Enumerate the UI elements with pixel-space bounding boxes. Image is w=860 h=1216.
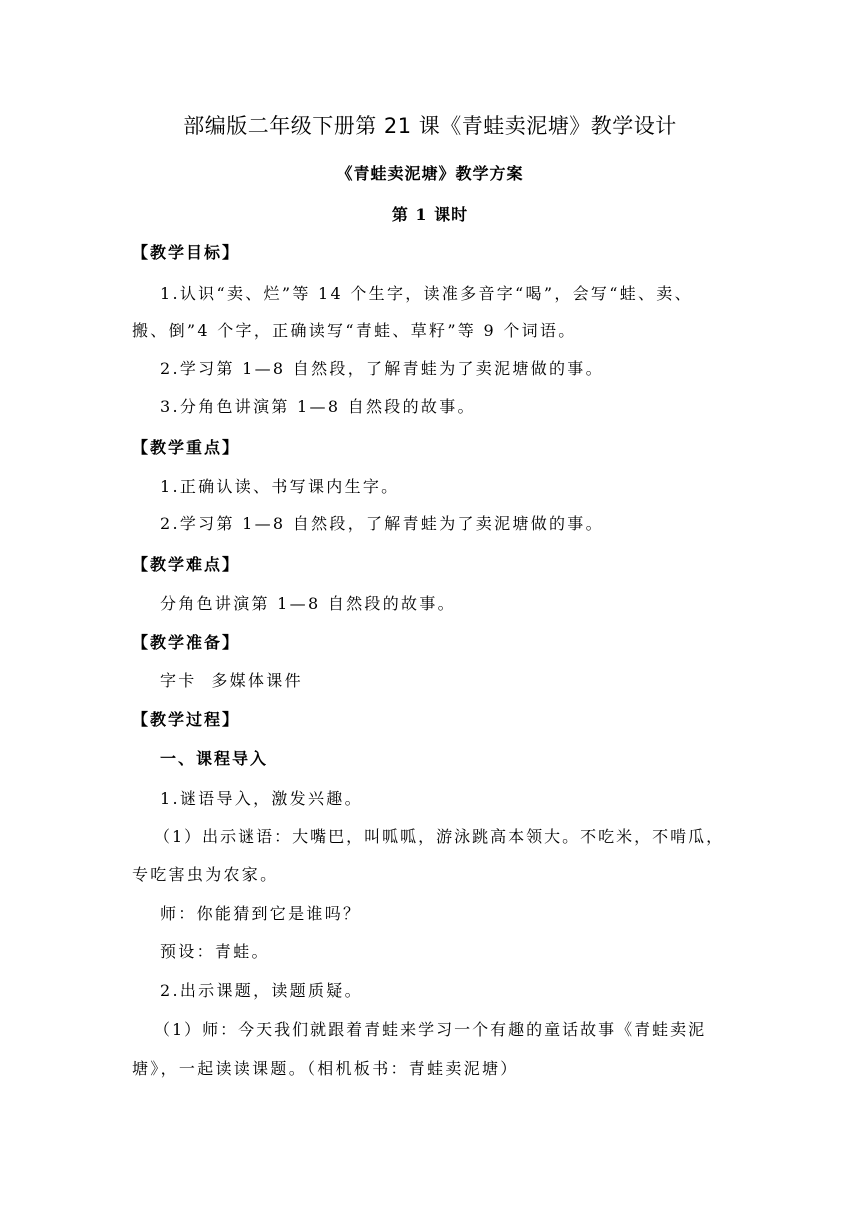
process-part-1-heading: 一、课程导入	[160, 749, 269, 768]
section-heading-preparation: 【教学准备】	[132, 633, 241, 652]
process-step-1-sub-1-line-1: （1）出示谜语：大嘴巴，叫呱呱，游泳跳高本领大。不吃米，不啃瓜，	[154, 827, 725, 846]
preset-answer: 预设：青蛙。	[160, 942, 270, 961]
document-title: 部编版二年级下册第 21 课《青蛙卖泥塘》教学设计	[183, 114, 677, 138]
goal-item-3: 3.分角色讲演第 1—8 自然段的故事。	[160, 397, 476, 416]
process-step-2-sub-1-line-1: （1）师：今天我们就跟着青蛙来学习一个有趣的童话故事《青蛙卖泥	[154, 1020, 707, 1039]
preparation-item-1: 字卡 多媒体课件	[160, 671, 303, 690]
process-step-2-sub-1-line-2: 塘》，一起读读课题。（相机板书：青蛙卖泥塘）	[132, 1059, 519, 1078]
goal-item-1-line-2: 搬、倒”4 个字，正确读写“青蛙、草籽”等 9 个词语。	[132, 321, 577, 340]
goal-item-2: 2.学习第 1—8 自然段，了解青蛙为了卖泥塘做的事。	[160, 359, 604, 378]
difficulty-item-1: 分角色讲演第 1—8 自然段的故事。	[160, 594, 456, 613]
section-heading-process: 【教学过程】	[132, 710, 241, 729]
key-point-item-1: 1.正确认读、书写课内生字。	[160, 477, 400, 496]
document-subtitle: 《青蛙卖泥塘》教学方案	[336, 164, 524, 183]
process-step-2: 2.出示课题，读题质疑。	[160, 981, 363, 1000]
section-heading-goals: 【教学目标】	[132, 243, 241, 262]
teacher-question: 师：你能猜到它是谁吗？	[160, 904, 362, 923]
goal-item-1-line-1: 1.认识“卖、烂”等 14 个生字，读准多音字“喝”，会写“蛙、卖、	[160, 284, 693, 303]
section-heading-difficulties: 【教学难点】	[132, 555, 241, 574]
section-heading-key-points: 【教学重点】	[132, 438, 241, 457]
process-step-1: 1.谜语导入，激发兴趣。	[160, 789, 363, 808]
lesson-label: 第 1 课时	[391, 205, 469, 224]
process-step-1-sub-1-line-2: 专吃害虫为农家。	[132, 865, 279, 884]
key-point-item-2: 2.学习第 1—8 自然段，了解青蛙为了卖泥塘做的事。	[160, 514, 604, 533]
